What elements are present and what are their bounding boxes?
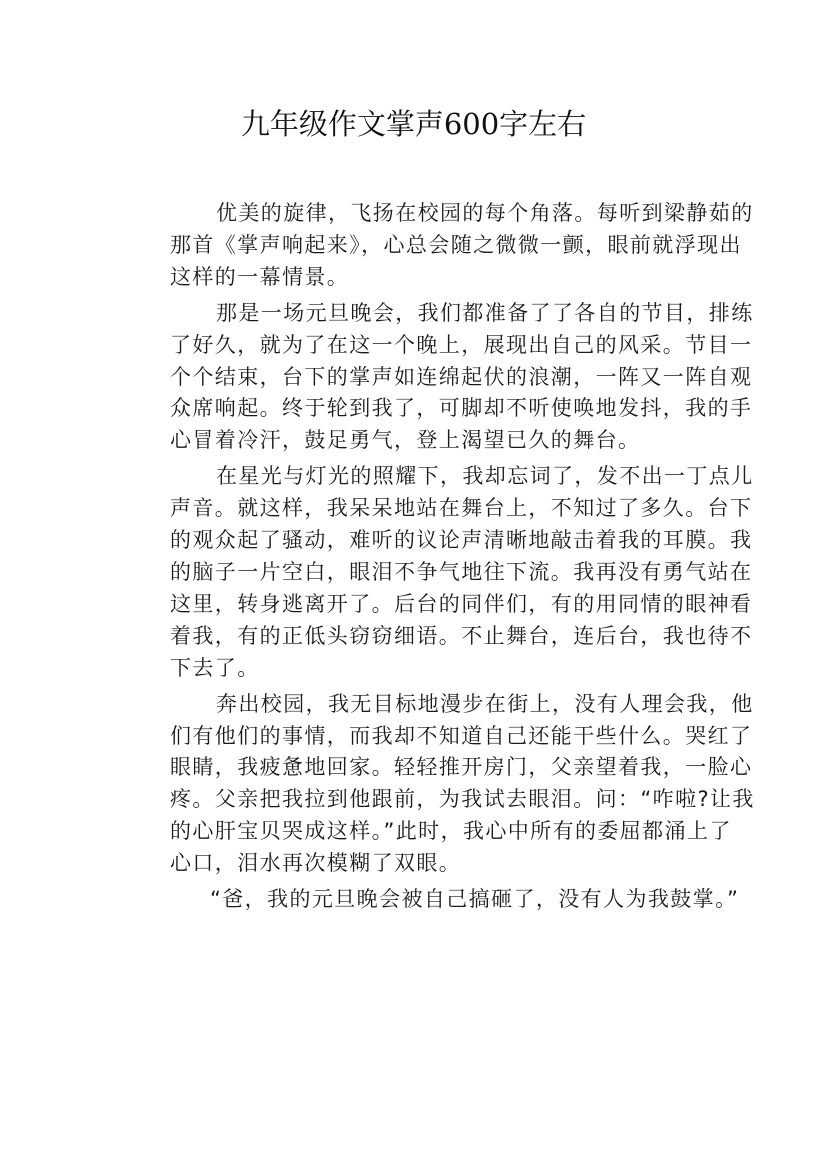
text-line: 的观众起了骚动，难听的议论声清晰地敲击着我的耳膜。我 <box>170 528 753 553</box>
paragraph-4 <box>124 689 755 880</box>
text-line: 疼。父亲把我拉到他跟前，为我试去眼泪。问：“咋啦?让我 <box>170 787 755 812</box>
paragraph-1 <box>124 198 754 294</box>
text-line: 那首《掌声响起来》，心总会随之微微一颤，眼前就浮现出 <box>170 232 742 257</box>
text-line: 眼睛，我疲惫地回家。轻轻推开房门，父亲望着我，一脸心 <box>170 755 753 780</box>
text-line: 这样的一幕情景。 <box>170 264 350 289</box>
paragraph-2 <box>124 298 754 458</box>
text-line: 着我，有的正低头窃窃细语。不止舞台，连后台，我也待不 <box>170 623 753 648</box>
text-line: 心口，泪水再次模糊了双眼。 <box>170 851 462 876</box>
text-line: 了好久，就为了在这一个晚上，展现出自己的风采。节目一 <box>170 332 753 357</box>
text-line: 的心肝宝贝哭成这样。”此时，我心中所有的委屈都涌上了 <box>170 819 732 844</box>
text-line: 的脑子一片空白，眼泪不争气地往下流。我再没有勇气站在 <box>170 559 753 584</box>
paragraph-3 <box>124 461 754 684</box>
text-line: 那是一场元旦晚会，我们都准备了了各自的节目，排练 <box>216 300 754 325</box>
essay-body <box>124 198 755 916</box>
text-line: 这里，转身逃离开了。后台的同伴们，有的用同情的眼神看 <box>170 591 753 616</box>
document-title: 九年级作文掌声600字左右 <box>240 107 587 141</box>
text-line: 们有他们的事情，而我却不知道自己还能干些什么。哭红了 <box>170 723 753 748</box>
text-line: 优美的旋律，飞扬在校园的每个角落。每听到梁静茹的 <box>216 201 754 225</box>
text-line: 众席响起。终于轮到我了，可脚却不听使唤地发抖，我的手 <box>170 396 753 421</box>
text-line: “爸，我的元旦晚会被自己搞砸了，没有人为我鼓掌。” <box>210 887 740 912</box>
paragraph-5 <box>124 884 740 916</box>
text-line: 个个结束，台下的掌声如连绵起伏的浪潮，一阵又一阵自观 <box>170 364 753 389</box>
text-line: 声音。就这样，我呆呆地站在舞台上，不知过了多久。台下 <box>170 496 753 521</box>
text-line: 心冒着冷汗，鼓足勇气，登上渴望已久的舞台。 <box>170 428 641 453</box>
text-line: 奔出校园，我无目标地漫步在街上，没有人理会我，他 <box>216 691 754 716</box>
text-line: 下去了。 <box>170 655 260 680</box>
text-line: 在星光与灯光的照耀下，我却忘词了，发不出一丁点儿 <box>216 464 754 489</box>
